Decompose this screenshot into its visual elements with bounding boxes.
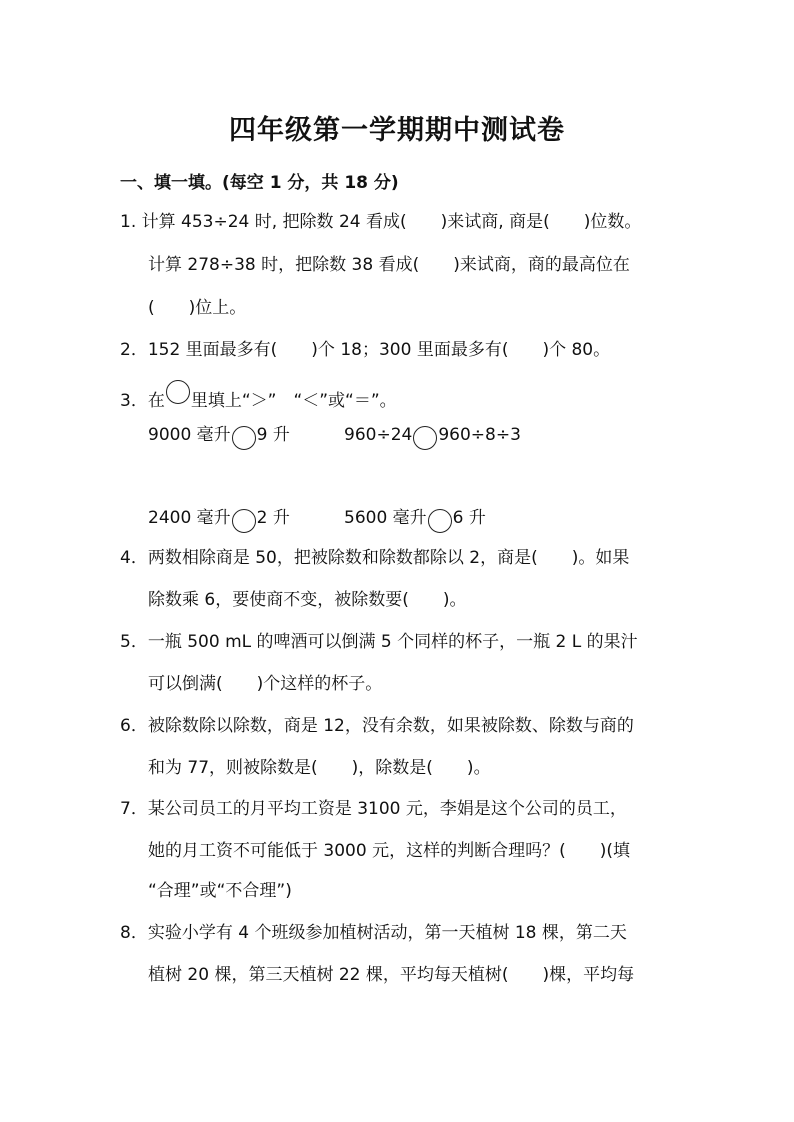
compare-row-1-right xyxy=(344,423,521,450)
question-6-line-1: 6．被除数除以除数，商是 12，没有余数，如果被除数、除数与商的 xyxy=(120,716,634,736)
compare-row-2-left xyxy=(148,506,290,533)
question-5-line-2: 可以倒满( )个这样的杯子。 xyxy=(148,674,383,694)
section-heading-fill-in: 一、填一填。(每空 1 分，共 18 分) xyxy=(120,173,399,193)
question-4-line-2: 除数乘 6，要使商不变，被除数要( )。 xyxy=(148,590,467,610)
comparison-circle-icon xyxy=(166,380,190,404)
question-7-line-1: 7．某公司员工的月平均工资是 3100 元，李娟是这个公司的员工， xyxy=(120,799,627,819)
compare-3-left-value: 2400 毫升 xyxy=(148,508,231,528)
question-1-line-1: 1. 计算 453÷24 时, 把除数 24 看成( )来试商, 商是( )位数。 xyxy=(120,212,642,232)
question-3-intro: 3．在 xyxy=(120,391,165,411)
compare-1-right-value: 9 升 xyxy=(256,425,290,445)
comparison-circle-icon xyxy=(232,426,256,450)
question-3-instruction: 里填上“＞” “＜”或“＝”。 xyxy=(190,391,397,411)
question-6-line-2: 和为 77，则被除数是( )，除数是( )。 xyxy=(148,758,491,778)
compare-4-left-value: 5600 毫升 xyxy=(344,508,427,528)
question-8-line-1: 8．实验小学有 4 个班级参加植树活动，第一天植树 18 棵，第二天 xyxy=(120,923,627,943)
question-3-line-1 xyxy=(120,380,397,413)
question-4-line-1: 4．两数相除商是 50，把被除数和除数都除以 2，商是( )。如果 xyxy=(120,548,630,568)
question-2: 2．152 里面最多有( )个 18；300 里面最多有( )个 80。 xyxy=(120,340,611,360)
comparison-circle-icon xyxy=(428,509,452,533)
question-8-line-2: 植树 20 棵，第三天植树 22 棵，平均每天植树( )棵，平均每 xyxy=(148,965,635,985)
compare-row-1-left xyxy=(148,423,290,450)
page-title: 四年级第一学期期中测试卷 xyxy=(229,115,565,146)
comparison-circle-icon xyxy=(232,509,256,533)
compare-row-2-right xyxy=(344,506,486,533)
comparison-circle-icon xyxy=(413,426,437,450)
question-1-line-3: ( )位上。 xyxy=(148,298,247,318)
question-7-line-2: 她的月工资不可能低于 3000 元，这样的判断合理吗？( )(填 xyxy=(148,841,630,861)
compare-4-right-value: 6 升 xyxy=(452,508,486,528)
question-5-line-1: 5．一瓶 500 mL 的啤酒可以倒满 5 个同样的杯子，一瓶 2 L 的果汁 xyxy=(120,632,638,652)
compare-2-right-value: 960÷8÷3 xyxy=(438,425,521,445)
compare-1-left-value: 9000 毫升 xyxy=(148,425,231,445)
question-1-line-2: 计算 278÷38 时，把除数 38 看成( )来试商，商的最高位在 xyxy=(148,255,630,275)
question-7-line-3: “合理”或“不合理”) xyxy=(148,881,292,901)
compare-3-right-value: 2 升 xyxy=(256,508,290,528)
compare-2-left-value: 960÷24 xyxy=(344,425,413,445)
